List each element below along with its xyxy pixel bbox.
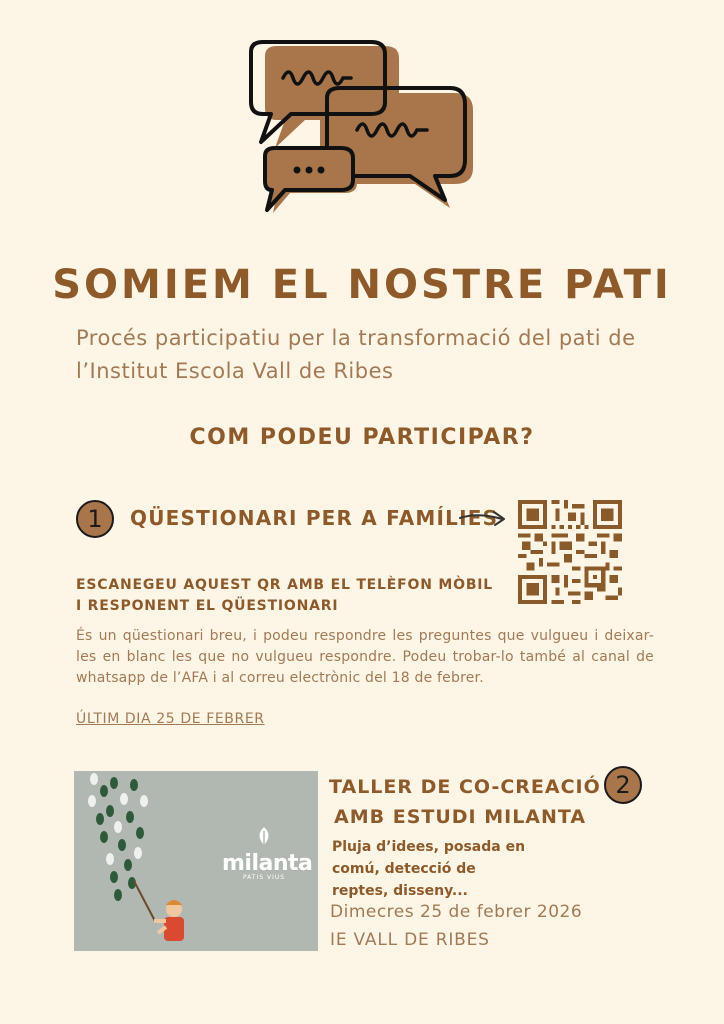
workshop-description: Pluja d’idees, posada en comú, detecció de reptes, disseny...	[332, 839, 526, 899]
milanta-logo	[222, 825, 313, 881]
workshop-location: IE VALL DE RIBES	[330, 930, 490, 950]
milanta-brand-name: milanta	[222, 851, 313, 876]
arrow-right-icon	[458, 506, 508, 528]
qr-instruction: ESCANEGEU AQUEST QR AMB EL TELÈFON MÒBIL I RESPONENT EL QÜESTIONARI	[76, 577, 494, 614]
participate-heading: COM PODEU PARTICIPAR?	[189, 425, 535, 450]
questionnaire-deadline: ÚLTIM DIA 25 DE FEBRER	[76, 711, 265, 727]
step-1-badge: 1	[76, 500, 114, 538]
questionnaire-description: És un qüestionari breu, i podeu respondre les preguntes que vulgueu i deixar-les en blanc les que no vulgueu respondre. Podeu trobar-lo també al canal de whatsapp de l’AFA i al correu electrònic del 18 de febrer.	[76, 628, 654, 686]
chat-bubbles-icon	[245, 38, 485, 223]
milanta-tagline: PATIS VIUS	[242, 874, 286, 881]
leaf-logo-icon	[253, 825, 275, 847]
step-2-badge: 2	[604, 766, 642, 804]
page-subtitle: Procés participatiu per la transformació del pati de l’Institut Escola Vall de Ribes	[76, 326, 636, 383]
questionnaire-title: QÜESTIONARI PER A FAMÍLIES	[130, 506, 499, 530]
workshop-title-line2: AMB ESTUDI MILANTA	[334, 806, 587, 828]
workshop-date: Dimecres 25 de febrer 2026	[330, 902, 583, 922]
workshop-title-line1: TALLER DE CO-CREACIÓ	[329, 776, 601, 798]
workshop-illustration	[74, 771, 318, 951]
page-title: SOMIEM EL NOSTRE PATI	[52, 262, 672, 308]
qr-code-icon[interactable]	[518, 500, 622, 604]
